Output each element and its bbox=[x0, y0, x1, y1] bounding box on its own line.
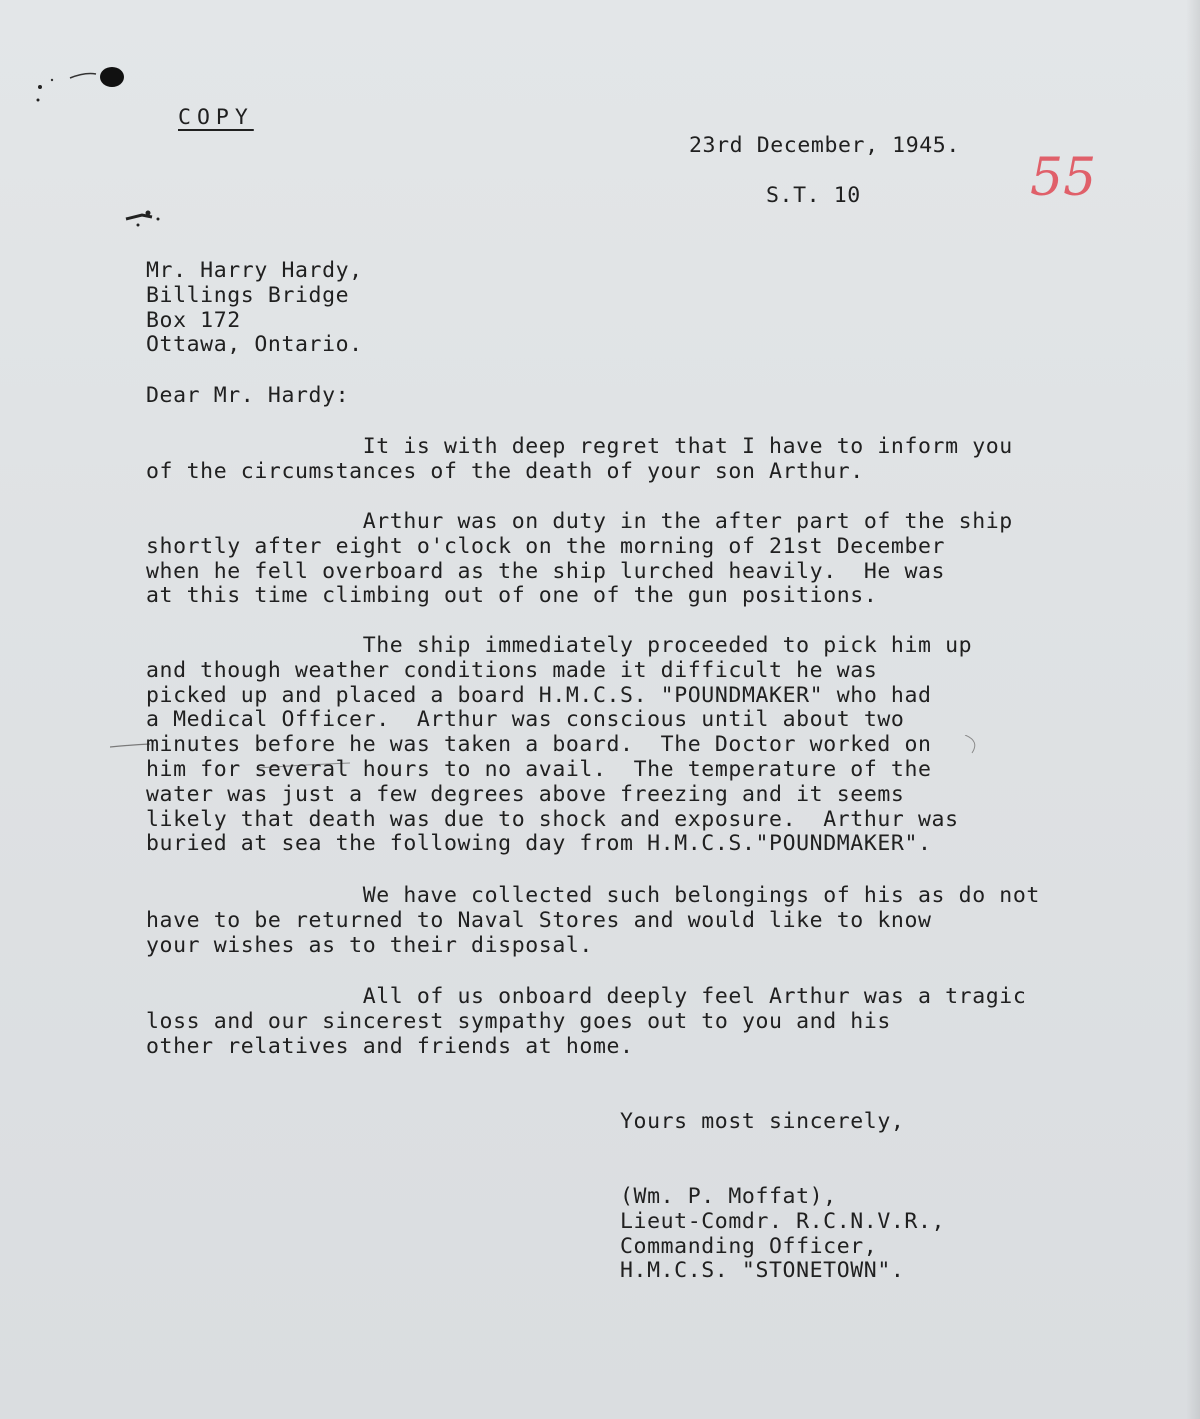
copy-mark: COPY bbox=[178, 105, 254, 130]
signature-block bbox=[620, 1185, 945, 1284]
body-paragraph-2 bbox=[146, 510, 1013, 609]
text-line: water was just a few degrees above freezing and it seems bbox=[146, 781, 905, 807]
body-paragraph-5 bbox=[146, 985, 1026, 1059]
text-line: likely that death was due to shock and exposure. Arthur was bbox=[146, 806, 959, 832]
text-line: buried at sea the following day from H.M.C.S."POUNDMAKER". bbox=[146, 831, 932, 857]
reference-number: S.T. 10 bbox=[766, 183, 861, 208]
signature-line: Lieut-Comdr. R.C.N.V.R., bbox=[620, 1208, 946, 1234]
text-line: minutes before he was taken a board. The Doctor worked on bbox=[146, 732, 932, 758]
body-paragraph-4 bbox=[146, 884, 1040, 958]
text-line: We have collected such belongings of his as do not bbox=[146, 883, 1040, 908]
text-line: The ship immediately proceeded to pick him up bbox=[146, 633, 973, 658]
letter-date: 23rd December, 1945. bbox=[689, 133, 960, 158]
text-line: All of us onboard deeply feel Arthur was a tragic bbox=[146, 984, 1027, 1009]
punch-hole-mark bbox=[30, 60, 130, 120]
address-line: Box 172 bbox=[146, 307, 241, 333]
text-line: loss and our sincerest sympathy goes out to you and his bbox=[146, 1008, 891, 1034]
text-line: him for several hours to no avail. The temperature of the bbox=[146, 756, 932, 782]
text-line: of the circumstances of the death of your son Arthur. bbox=[146, 458, 864, 484]
staple-mark bbox=[118, 205, 178, 235]
body-paragraph-1 bbox=[146, 435, 1013, 485]
svg-text:55: 55 bbox=[1030, 148, 1097, 208]
signature-line: H.M.C.S. "STONETOWN". bbox=[620, 1258, 905, 1284]
address-line: Mr. Harry Hardy, bbox=[146, 258, 363, 283]
signature-line: Commanding Officer, bbox=[620, 1233, 878, 1259]
text-line: your wishes as to their disposal. bbox=[146, 932, 593, 958]
recipient-address bbox=[146, 259, 363, 358]
text-line: It is with deep regret that I have to inform you bbox=[146, 434, 1013, 459]
closing: Yours most sincerely, bbox=[620, 1109, 905, 1134]
red-pencil-annotation bbox=[1028, 140, 1128, 210]
text-line: have to be returned to Naval Stores and would like to know bbox=[146, 907, 932, 933]
address-line: Billings Bridge bbox=[146, 282, 350, 308]
text-line: other relatives and friends at home. bbox=[146, 1033, 634, 1059]
salutation: Dear Mr. Hardy: bbox=[146, 383, 350, 408]
signature-line: (Wm. P. Moffat), bbox=[620, 1184, 837, 1209]
text-line: when he fell overboard as the ship lurched heavily. He was bbox=[146, 558, 946, 584]
text-line: shortly after eight o'clock on the morning of 21st December bbox=[146, 533, 946, 559]
text-line: a Medical Officer. Arthur was conscious until about two bbox=[146, 707, 905, 733]
text-line: picked up and placed a board H.M.C.S. "POUNDMAKER" who had bbox=[146, 682, 932, 708]
text-line: at this time climbing out of one of the gun positions. bbox=[146, 583, 878, 609]
address-line: Ottawa, Ontario. bbox=[146, 332, 363, 358]
body-paragraph-3 bbox=[146, 634, 972, 857]
text-line: Arthur was on duty in the after part of the ship bbox=[146, 509, 1013, 534]
text-line: and though weather conditions made it difficult he was bbox=[146, 657, 878, 683]
